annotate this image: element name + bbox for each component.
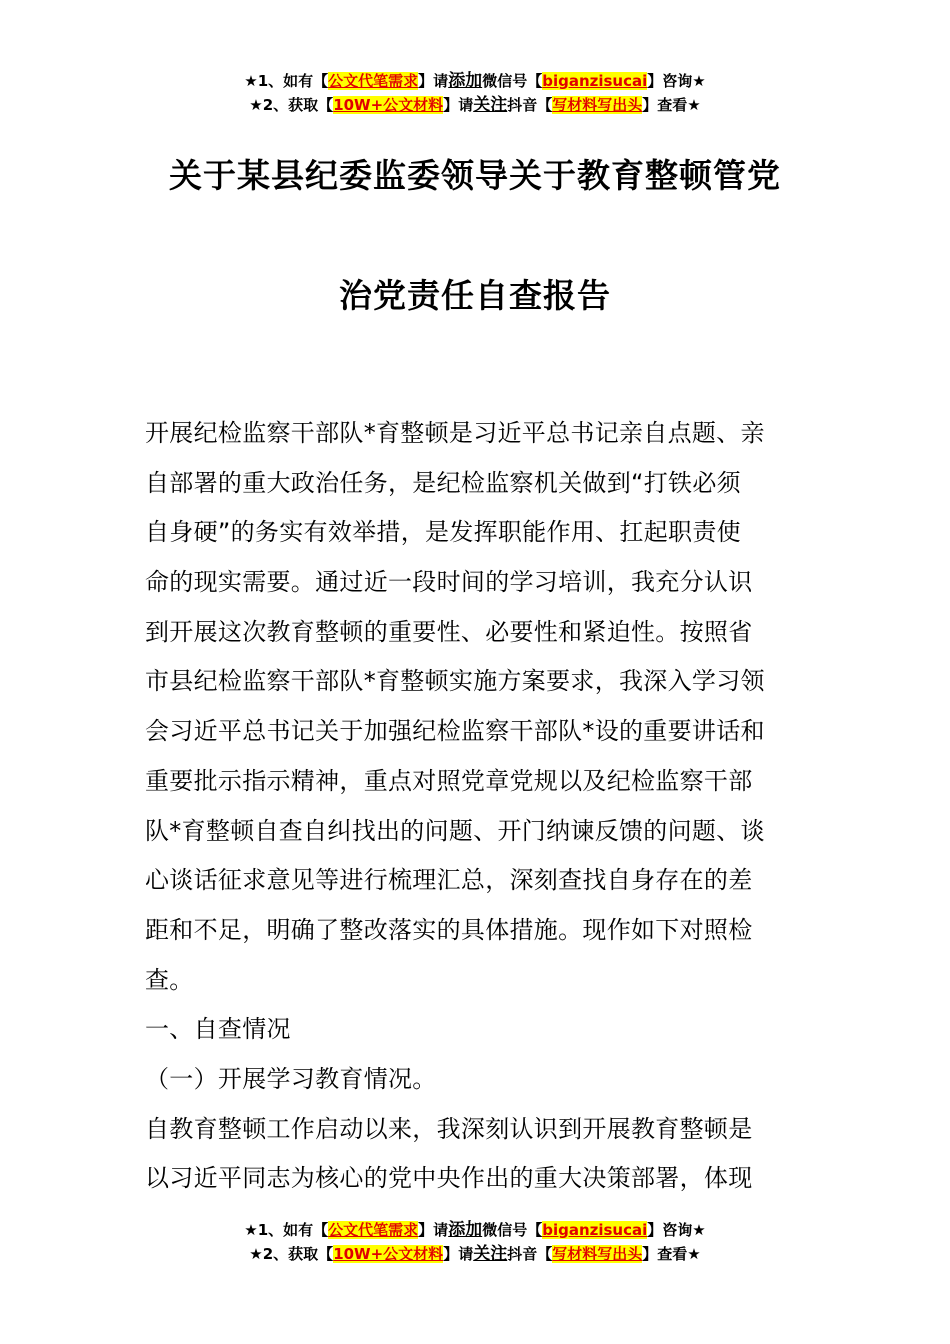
document-body xyxy=(145,413,815,1208)
body-text-line: 以习近平同志为核心的党中央作出的重大决策部署，体现 xyxy=(145,1164,753,1193)
body-text-line: 开展纪检监察干部队*育整顿是习近平总书记亲自点题、亲 xyxy=(145,419,765,447)
ad-banner-bottom xyxy=(0,1218,950,1266)
body-text-line: 命的现实需要。通过近一段时间的学习培训，我充分认识 xyxy=(145,568,753,597)
ad-line-2: ★2、获取【10W+公文材料】请关注抖音【写材料写出头】查看★ xyxy=(249,1244,701,1264)
document-title-line-2: 治党责任自查报告 xyxy=(339,276,611,315)
body-text-line: 到开展这次教育整顿的重要性、必要性和紧迫性。按照省 xyxy=(145,617,753,646)
body-text-line: 查。 xyxy=(145,965,194,994)
ad-line-2: ★2、获取【10W+公文材料】请关注抖音【写材料写出头】查看★ xyxy=(249,95,701,115)
ad-banner-top xyxy=(0,69,950,117)
body-text-line: 距和不足，明确了整改落实的具体措施。现作如下对照检 xyxy=(145,915,753,944)
body-text-line: 市县纪检监察干部队*育整顿实施方案要求，我深入学习领 xyxy=(145,667,765,696)
body-text-line: 重要批示指示精神，重点对照党章党规以及纪检监察干部 xyxy=(145,766,753,795)
body-text-line: 自部署的重大政治任务，是纪检监察机关做到“打铁必须 xyxy=(145,468,741,497)
document-title-line-1: 关于某县纪委监委领导关于教育整顿管党 xyxy=(169,156,781,195)
body-text-line: 会习近平总书记关于加强纪检监察干部队*设的重要讲话和 xyxy=(145,717,765,746)
body-text-line: 自教育整顿工作启动以来，我深刻认识到开展教育整顿是 xyxy=(145,1114,753,1143)
body-text-line: （一）开展学习教育情况。 xyxy=(145,1064,437,1093)
body-text-line: 自身硬”的务实有效举措，是发挥职能作用、扛起职责使 xyxy=(145,518,741,547)
body-text-line: 一、自查情况 xyxy=(145,1015,291,1044)
body-text-line: 心谈话征求意见等进行梳理汇总，深刻查找自身存在的差 xyxy=(145,866,753,895)
ad-line-1: ★1、如有【公文代笔需求】请添加微信号【biganzisucai】咨询★ xyxy=(244,71,706,91)
body-text-line: 队*育整顿自查自纠找出的问题、开门纳谏反馈的问题、谈 xyxy=(145,816,765,845)
ad-line-1: ★1、如有【公文代笔需求】请添加微信号【biganzisucai】咨询★ xyxy=(244,1220,706,1240)
